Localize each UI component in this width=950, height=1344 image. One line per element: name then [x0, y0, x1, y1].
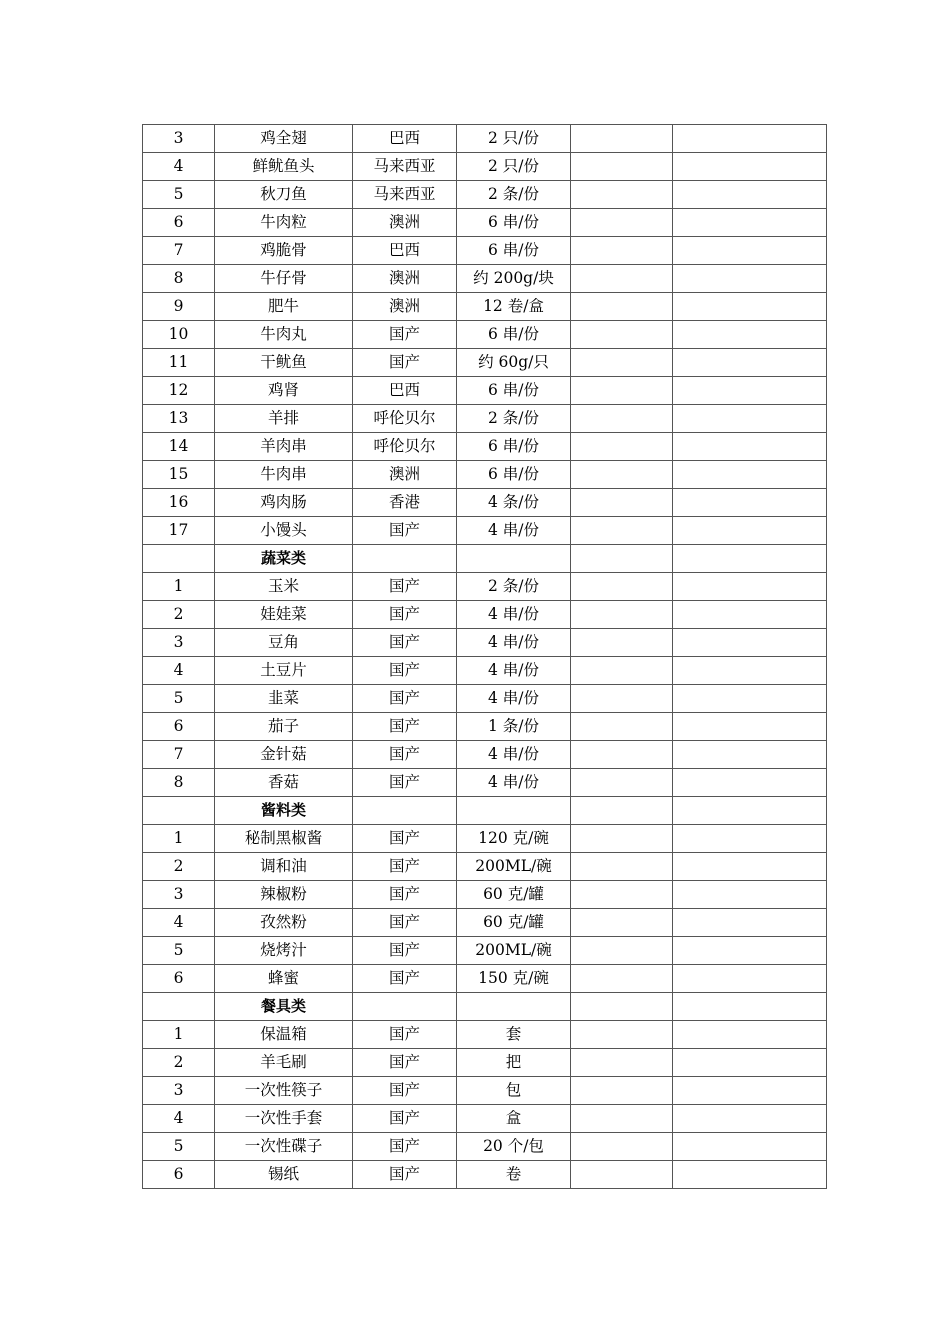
origin-cell: 国产 — [353, 601, 457, 629]
table-row — [143, 741, 827, 769]
row-number-cell: 2 — [143, 853, 215, 881]
row-number-cell: 7 — [143, 741, 215, 769]
item-name-cell: 羊排 — [215, 405, 353, 433]
spec-cell: 150 克/碗 — [457, 965, 571, 993]
empty-cell — [673, 713, 827, 741]
empty-cell — [673, 769, 827, 797]
table-row — [143, 181, 827, 209]
row-number-cell: 4 — [143, 909, 215, 937]
table-row — [143, 909, 827, 937]
row-number-cell: 1 — [143, 825, 215, 853]
spec-cell: 4 串/份 — [457, 601, 571, 629]
row-number-cell: 6 — [143, 1161, 215, 1189]
spec-cell: 卷 — [457, 1161, 571, 1189]
empty-cell — [673, 489, 827, 517]
item-name-cell: 鸡全翅 — [215, 125, 353, 153]
origin-cell: 国产 — [353, 685, 457, 713]
item-name-cell: 羊肉串 — [215, 433, 353, 461]
item-name-cell: 一次性手套 — [215, 1105, 353, 1133]
empty-cell — [673, 965, 827, 993]
row-number-cell: 12 — [143, 377, 215, 405]
origin-cell: 国产 — [353, 909, 457, 937]
empty-cell — [571, 601, 673, 629]
origin-cell: 马来西亚 — [353, 181, 457, 209]
item-name-cell: 小馒头 — [215, 517, 353, 545]
table-row — [143, 517, 827, 545]
item-name-cell: 豆角 — [215, 629, 353, 657]
empty-cell — [571, 629, 673, 657]
origin-cell: 国产 — [353, 965, 457, 993]
origin-cell: 国产 — [353, 1105, 457, 1133]
row-number-cell: 6 — [143, 713, 215, 741]
table-row — [143, 321, 827, 349]
row-number-cell: 4 — [143, 153, 215, 181]
item-name-cell: 烧烤汁 — [215, 937, 353, 965]
item-name-cell: 牛肉丸 — [215, 321, 353, 349]
empty-cell — [673, 125, 827, 153]
empty-cell — [673, 321, 827, 349]
empty-cell — [571, 125, 673, 153]
row-number-cell: 16 — [143, 489, 215, 517]
spec-cell — [457, 545, 571, 573]
item-name-cell: 茄子 — [215, 713, 353, 741]
spec-cell: 盒 — [457, 1105, 571, 1133]
origin-cell: 国产 — [353, 657, 457, 685]
empty-cell — [571, 881, 673, 909]
table-row — [143, 1077, 827, 1105]
spec-cell: 4 串/份 — [457, 685, 571, 713]
spec-cell: 2 条/份 — [457, 405, 571, 433]
empty-cell — [571, 265, 673, 293]
spec-cell: 6 串/份 — [457, 377, 571, 405]
empty-cell — [673, 293, 827, 321]
origin-cell: 国产 — [353, 825, 457, 853]
table-row — [143, 293, 827, 321]
empty-cell — [673, 937, 827, 965]
empty-cell — [571, 349, 673, 377]
table-row — [143, 153, 827, 181]
spec-cell: 4 条/份 — [457, 489, 571, 517]
spec-cell: 2 只/份 — [457, 153, 571, 181]
section-title-cell: 蔬菜类 — [215, 545, 353, 573]
origin-cell: 澳洲 — [353, 265, 457, 293]
item-name-cell: 羊毛刷 — [215, 1049, 353, 1077]
item-name-cell: 辣椒粉 — [215, 881, 353, 909]
row-number-cell: 4 — [143, 1105, 215, 1133]
empty-cell — [673, 685, 827, 713]
spec-cell: 4 串/份 — [457, 741, 571, 769]
empty-cell — [571, 209, 673, 237]
row-number-cell — [143, 797, 215, 825]
spec-cell: 约 200g/块 — [457, 265, 571, 293]
spec-cell: 120 克/碗 — [457, 825, 571, 853]
spec-cell: 60 克/罐 — [457, 881, 571, 909]
empty-cell — [673, 209, 827, 237]
row-number-cell: 4 — [143, 657, 215, 685]
origin-cell: 国产 — [353, 629, 457, 657]
row-number-cell: 3 — [143, 1077, 215, 1105]
origin-cell: 国产 — [353, 349, 457, 377]
origin-cell: 国产 — [353, 713, 457, 741]
origin-cell: 国产 — [353, 853, 457, 881]
table-row — [143, 349, 827, 377]
spec-cell: 200ML/碗 — [457, 937, 571, 965]
spec-cell: 6 串/份 — [457, 461, 571, 489]
empty-cell — [673, 1049, 827, 1077]
empty-cell — [571, 853, 673, 881]
origin-cell: 国产 — [353, 937, 457, 965]
row-number-cell: 1 — [143, 1021, 215, 1049]
table-row — [143, 405, 827, 433]
table-row — [143, 825, 827, 853]
row-number-cell: 3 — [143, 125, 215, 153]
item-name-cell: 香菇 — [215, 769, 353, 797]
spec-cell: 套 — [457, 1021, 571, 1049]
empty-cell — [673, 237, 827, 265]
section-title-cell: 酱料类 — [215, 797, 353, 825]
empty-cell — [673, 265, 827, 293]
row-number-cell: 8 — [143, 265, 215, 293]
empty-cell — [673, 1161, 827, 1189]
empty-cell — [673, 433, 827, 461]
empty-cell — [571, 769, 673, 797]
empty-cell — [571, 1077, 673, 1105]
empty-cell — [673, 181, 827, 209]
spec-cell: 2 条/份 — [457, 181, 571, 209]
row-number-cell: 10 — [143, 321, 215, 349]
row-number-cell — [143, 545, 215, 573]
item-name-cell: 牛肉粒 — [215, 209, 353, 237]
item-name-cell: 秘制黑椒酱 — [215, 825, 353, 853]
row-number-cell: 7 — [143, 237, 215, 265]
spec-cell: 4 串/份 — [457, 657, 571, 685]
table-row — [143, 1105, 827, 1133]
origin-cell: 国产 — [353, 573, 457, 601]
spec-cell: 6 串/份 — [457, 433, 571, 461]
empty-cell — [673, 377, 827, 405]
table-row — [143, 881, 827, 909]
empty-cell — [571, 993, 673, 1021]
row-number-cell: 14 — [143, 433, 215, 461]
row-number-cell — [143, 993, 215, 1021]
item-name-cell: 娃娃菜 — [215, 601, 353, 629]
item-name-cell: 鸡脆骨 — [215, 237, 353, 265]
table-row — [143, 1133, 827, 1161]
spec-cell: 2 只/份 — [457, 125, 571, 153]
empty-cell — [673, 657, 827, 685]
empty-cell — [673, 461, 827, 489]
origin-cell: 呼伦贝尔 — [353, 405, 457, 433]
spec-cell: 200ML/碗 — [457, 853, 571, 881]
section-header-row — [143, 797, 827, 825]
spec-cell: 2 条/份 — [457, 573, 571, 601]
table-row — [143, 1021, 827, 1049]
empty-cell — [571, 825, 673, 853]
empty-cell — [673, 741, 827, 769]
spec-cell: 6 串/份 — [457, 321, 571, 349]
item-name-cell: 土豆片 — [215, 657, 353, 685]
spec-cell — [457, 797, 571, 825]
empty-cell — [571, 461, 673, 489]
table-row — [143, 573, 827, 601]
spec-cell: 1 条/份 — [457, 713, 571, 741]
item-name-cell: 牛肉串 — [215, 461, 353, 489]
empty-cell — [673, 349, 827, 377]
table-row — [143, 1049, 827, 1077]
spec-cell: 4 串/份 — [457, 517, 571, 545]
row-number-cell: 2 — [143, 1049, 215, 1077]
empty-cell — [673, 629, 827, 657]
item-name-cell: 秋刀鱼 — [215, 181, 353, 209]
item-table-body — [143, 125, 827, 1189]
empty-cell — [571, 293, 673, 321]
origin-cell: 马来西亚 — [353, 153, 457, 181]
empty-cell — [571, 545, 673, 573]
row-number-cell: 3 — [143, 881, 215, 909]
item-name-cell: 一次性筷子 — [215, 1077, 353, 1105]
empty-cell — [571, 937, 673, 965]
empty-cell — [673, 1021, 827, 1049]
origin-cell: 国产 — [353, 1133, 457, 1161]
table-row — [143, 965, 827, 993]
section-title-cell: 餐具类 — [215, 993, 353, 1021]
empty-cell — [673, 1077, 827, 1105]
empty-cell — [571, 517, 673, 545]
item-name-cell: 玉米 — [215, 573, 353, 601]
empty-cell — [571, 433, 673, 461]
spec-cell: 60 克/罐 — [457, 909, 571, 937]
item-name-cell: 蜂蜜 — [215, 965, 353, 993]
spec-cell: 4 串/份 — [457, 629, 571, 657]
table-row — [143, 601, 827, 629]
empty-cell — [571, 573, 673, 601]
empty-cell — [571, 1105, 673, 1133]
origin-cell: 香港 — [353, 489, 457, 517]
origin-cell: 国产 — [353, 1021, 457, 1049]
origin-cell: 巴西 — [353, 377, 457, 405]
origin-cell — [353, 545, 457, 573]
origin-cell — [353, 797, 457, 825]
table-row — [143, 461, 827, 489]
spec-cell: 12 卷/盒 — [457, 293, 571, 321]
table-row — [143, 265, 827, 293]
row-number-cell: 9 — [143, 293, 215, 321]
row-number-cell: 8 — [143, 769, 215, 797]
origin-cell: 国产 — [353, 769, 457, 797]
row-number-cell: 1 — [143, 573, 215, 601]
origin-cell: 呼伦贝尔 — [353, 433, 457, 461]
empty-cell — [673, 1133, 827, 1161]
row-number-cell: 13 — [143, 405, 215, 433]
table-row — [143, 209, 827, 237]
section-header-row — [143, 545, 827, 573]
table-row — [143, 937, 827, 965]
spec-cell: 6 串/份 — [457, 209, 571, 237]
spec-cell: 4 串/份 — [457, 769, 571, 797]
origin-cell — [353, 993, 457, 1021]
item-name-cell: 韭菜 — [215, 685, 353, 713]
row-number-cell: 17 — [143, 517, 215, 545]
item-name-cell: 干鱿鱼 — [215, 349, 353, 377]
origin-cell: 澳洲 — [353, 293, 457, 321]
empty-cell — [571, 965, 673, 993]
empty-cell — [571, 153, 673, 181]
empty-cell — [571, 797, 673, 825]
row-number-cell: 3 — [143, 629, 215, 657]
table-row — [143, 657, 827, 685]
row-number-cell: 5 — [143, 181, 215, 209]
origin-cell: 巴西 — [353, 125, 457, 153]
empty-cell — [673, 881, 827, 909]
empty-cell — [673, 405, 827, 433]
item-name-cell: 保温箱 — [215, 1021, 353, 1049]
empty-cell — [571, 909, 673, 937]
empty-cell — [673, 909, 827, 937]
origin-cell: 国产 — [353, 881, 457, 909]
row-number-cell: 2 — [143, 601, 215, 629]
empty-cell — [571, 1133, 673, 1161]
origin-cell: 巴西 — [353, 237, 457, 265]
table-row — [143, 489, 827, 517]
row-number-cell: 15 — [143, 461, 215, 489]
table-row — [143, 629, 827, 657]
row-number-cell: 5 — [143, 685, 215, 713]
spec-cell: 约 60g/只 — [457, 349, 571, 377]
empty-cell — [571, 377, 673, 405]
empty-cell — [571, 181, 673, 209]
item-name-cell: 肥牛 — [215, 293, 353, 321]
row-number-cell: 6 — [143, 965, 215, 993]
table-row — [143, 769, 827, 797]
empty-cell — [571, 657, 673, 685]
row-number-cell: 6 — [143, 209, 215, 237]
item-name-cell: 调和油 — [215, 853, 353, 881]
row-number-cell: 5 — [143, 937, 215, 965]
item-name-cell: 鲜鱿鱼头 — [215, 153, 353, 181]
spec-cell: 6 串/份 — [457, 237, 571, 265]
item-name-cell: 鸡肉肠 — [215, 489, 353, 517]
empty-cell — [673, 1105, 827, 1133]
origin-cell: 国产 — [353, 321, 457, 349]
table-row — [143, 853, 827, 881]
table-row — [143, 237, 827, 265]
empty-cell — [673, 797, 827, 825]
item-name-cell: 一次性碟子 — [215, 1133, 353, 1161]
table-row — [143, 1161, 827, 1189]
origin-cell: 澳洲 — [353, 209, 457, 237]
spec-cell: 20 个/包 — [457, 1133, 571, 1161]
spec-cell: 把 — [457, 1049, 571, 1077]
empty-cell — [673, 153, 827, 181]
empty-cell — [571, 1021, 673, 1049]
table-row — [143, 125, 827, 153]
item-name-cell: 牛仔骨 — [215, 265, 353, 293]
table-row — [143, 377, 827, 405]
empty-cell — [673, 853, 827, 881]
row-number-cell: 5 — [143, 1133, 215, 1161]
spec-cell — [457, 993, 571, 1021]
empty-cell — [571, 405, 673, 433]
item-name-cell: 锡纸 — [215, 1161, 353, 1189]
item-name-cell: 鸡肾 — [215, 377, 353, 405]
empty-cell — [673, 825, 827, 853]
empty-cell — [673, 545, 827, 573]
origin-cell: 国产 — [353, 1161, 457, 1189]
table-row — [143, 433, 827, 461]
origin-cell: 国产 — [353, 1049, 457, 1077]
section-header-row — [143, 993, 827, 1021]
empty-cell — [571, 741, 673, 769]
empty-cell — [571, 713, 673, 741]
empty-cell — [571, 237, 673, 265]
origin-cell: 国产 — [353, 517, 457, 545]
empty-cell — [673, 573, 827, 601]
item-name-cell: 金针菇 — [215, 741, 353, 769]
table-row — [143, 713, 827, 741]
empty-cell — [571, 1049, 673, 1077]
item-table — [142, 124, 827, 1189]
empty-cell — [571, 489, 673, 517]
empty-cell — [571, 1161, 673, 1189]
item-name-cell: 孜然粉 — [215, 909, 353, 937]
origin-cell: 国产 — [353, 1077, 457, 1105]
table-row — [143, 685, 827, 713]
empty-cell — [673, 993, 827, 1021]
empty-cell — [673, 517, 827, 545]
empty-cell — [673, 601, 827, 629]
row-number-cell: 11 — [143, 349, 215, 377]
empty-cell — [571, 685, 673, 713]
origin-cell: 澳洲 — [353, 461, 457, 489]
origin-cell: 国产 — [353, 741, 457, 769]
empty-cell — [571, 321, 673, 349]
spec-cell: 包 — [457, 1077, 571, 1105]
